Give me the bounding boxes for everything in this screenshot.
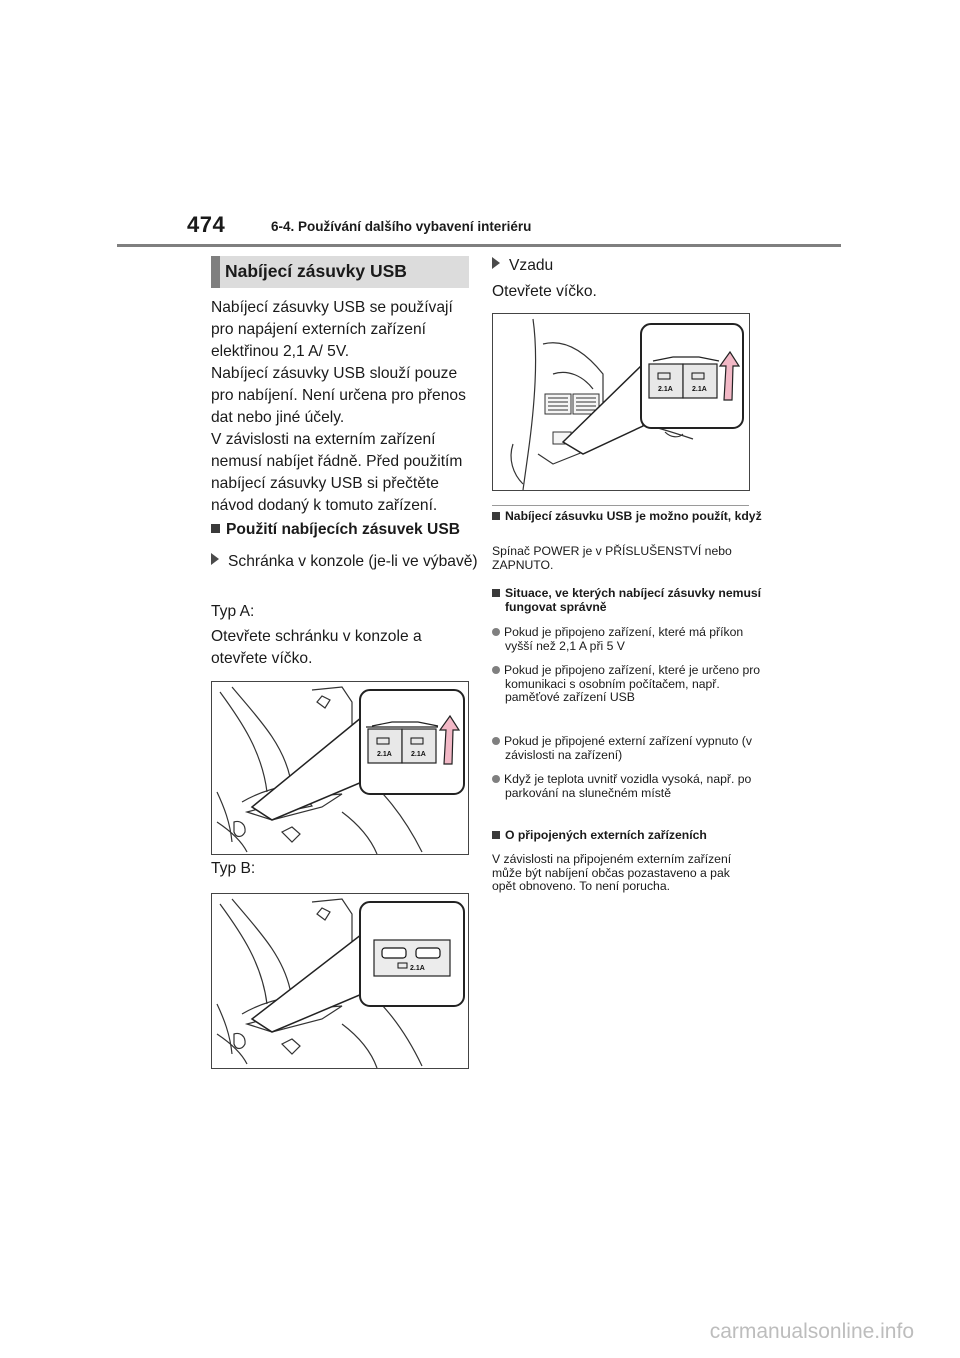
console-type-a-illustration — [212, 682, 468, 854]
port-label-left: 2.1A — [377, 751, 392, 758]
rear-item — [492, 255, 553, 277]
round-bullet-icon — [492, 628, 500, 636]
note-heading-text: Situace, ve kterých nabíjecí zásuvky nemusí fungovat správně — [505, 586, 762, 614]
type-a-label: Typ A: — [211, 603, 255, 620]
round-bullet-icon — [492, 775, 500, 783]
section-heading — [211, 256, 469, 288]
intro-paragraph: V závislosti na externím zařízení nemusí nabíjet řádně. Před použitím nabíjecí zásuvky USB si přečtěte návod dodaný k tomuto zařízení. — [211, 431, 463, 514]
note-bullet-text: Když je teplota uvnitř vozidla vysoká, např. po parkování na slunečném místě — [504, 772, 752, 800]
triangle-bullet-icon — [211, 553, 219, 565]
console-item-text: Schránka v konzole (je-li ve výbavě) — [228, 553, 478, 570]
rear-usb-illustration — [493, 314, 749, 490]
section-title: Nabíjecí zásuvky USB — [225, 261, 407, 281]
note-heading-text: Nabíjecí zásuvku USB je možno použít, když — [505, 509, 762, 523]
note-bullet — [492, 626, 763, 653]
chapter-title: 6-4. Používání dalšího vybavení interiéru — [271, 219, 532, 234]
note-bullet-text: Pokud je připojené externí zařízení vypnuto (v závislosti na zařízení) — [504, 734, 752, 762]
note-heading — [492, 510, 763, 524]
usage-heading — [211, 519, 473, 541]
note-heading — [492, 829, 763, 843]
round-bullet-icon — [492, 737, 500, 745]
note-bullet-text: Pokud je připojeno zařízení, které má příkon vyšší než 2,1 A při 5 V — [504, 625, 744, 653]
usage-heading-text: Použití nabíjecích zásuvek USB — [226, 521, 460, 538]
note-heading-text: O připojených externích zařízeních — [505, 828, 707, 842]
console-type-b-illustration — [212, 894, 468, 1068]
intro-text — [211, 297, 473, 517]
rear-item-text: Vzadu — [509, 257, 554, 274]
figure-console-type-b — [211, 893, 469, 1069]
section-heading-bar — [211, 256, 220, 288]
rear-port-label-left: 2.1A — [658, 386, 673, 393]
note-bullet — [492, 773, 763, 800]
type-b-label: Typ B: — [211, 860, 256, 877]
page-number: 474 — [187, 212, 226, 237]
note-bullet — [492, 664, 763, 705]
notes-divider — [492, 505, 749, 506]
figure-rear-usb — [492, 313, 750, 491]
console-item — [211, 551, 486, 573]
square-bullet-icon — [211, 524, 220, 533]
note-heading — [492, 587, 763, 614]
triangle-bullet-icon — [492, 257, 500, 269]
rear-port-label-right: 2.1A — [692, 386, 707, 393]
port-label-right: 2.1A — [411, 751, 426, 758]
figure-console-type-a — [211, 681, 469, 855]
square-bullet-icon — [492, 589, 500, 597]
note-bullet — [492, 735, 763, 762]
port-label-center: 2.1A — [410, 965, 425, 972]
square-bullet-icon — [492, 512, 500, 520]
note-bullet-text: Pokud je připojeno zařízení, které je určeno pro komunikaci s osobním počítačem, např. paměťové zařízení USB — [504, 663, 761, 704]
round-bullet-icon — [492, 666, 500, 674]
header-divider — [117, 244, 841, 247]
type-a-instruction: Otevřete schránku v konzole a otevřete víčko. — [211, 628, 422, 667]
intro-paragraph: Nabíjecí zásuvky USB se používají pro napájení externích zařízení elektřinou 2,1 A/ 5V. — [211, 299, 453, 360]
intro-paragraph: Nabíjecí zásuvky USB slouží pouze pro nabíjení. Není určena pro přenos dat nebo jiné účely. — [211, 365, 466, 426]
watermark: carmanualsonline.info — [709, 1320, 914, 1343]
square-bullet-icon — [492, 831, 500, 839]
note-text: Spínač POWER je v PŘÍSLUŠENSTVÍ nebo ZAPNUTO. — [492, 544, 732, 572]
rear-instruction: Otevřete víčko. — [492, 283, 597, 300]
note-text: V závislosti na připojeném externím zařízení může být nabíjení občas pozastaveno a pak opět obnoveno. To není porucha. — [492, 852, 732, 893]
